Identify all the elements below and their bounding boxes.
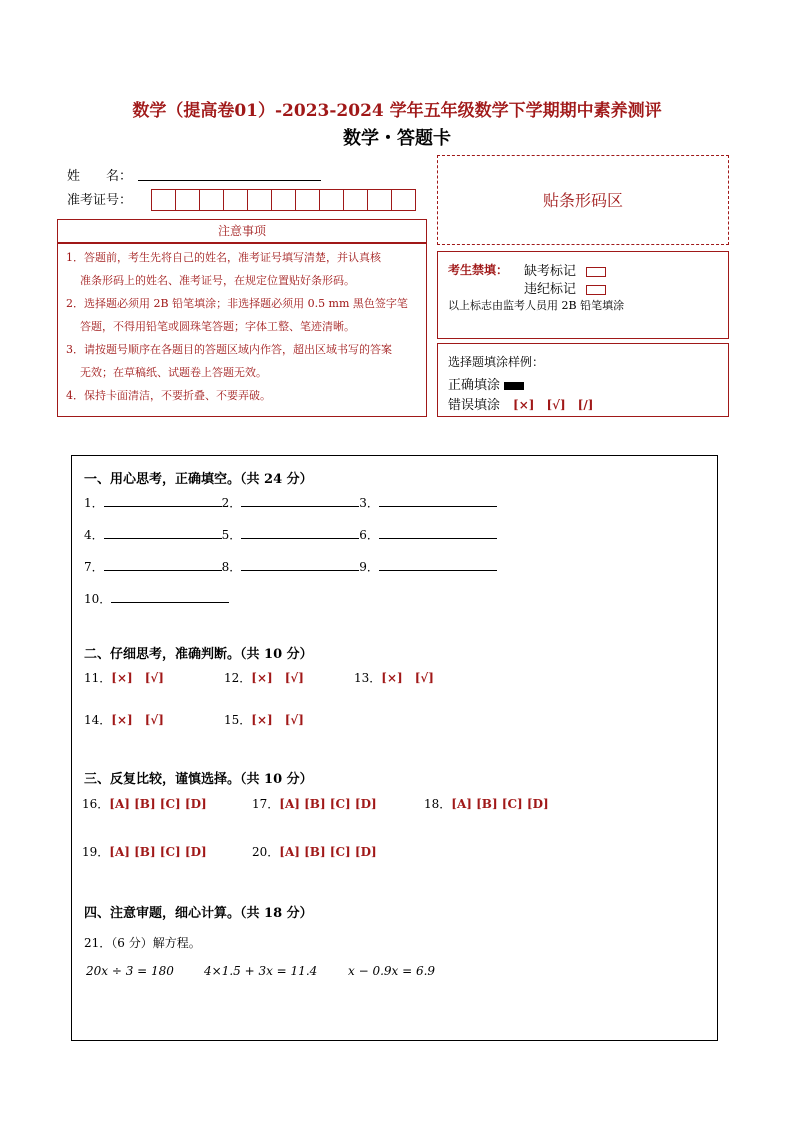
section-1-title: 一、用心思考，正确填空。（共 24 分） xyxy=(84,472,313,487)
choice-16[interactable]: 16．[A] [B] [C] [D] xyxy=(82,797,207,811)
violation-row xyxy=(524,278,606,297)
choice-20[interactable]: 20．[A] [B] [C] [D] xyxy=(252,845,377,859)
fill-row-4: 10． xyxy=(84,590,229,607)
note-2a: 2．选择题必须用 2B 铅笔填涂；非选择题必须用 0.5 mm 黑色签字笔 xyxy=(66,297,408,310)
blank-7[interactable] xyxy=(104,558,222,571)
absent-mark[interactable] xyxy=(586,267,606,277)
fill-example-title: 选择题填涂样例： xyxy=(448,355,545,369)
page-subtitle: 数学・答题卡 xyxy=(343,128,451,149)
judge-14[interactable]: 14．[×] [√] xyxy=(84,713,164,727)
note-2b: 答题，不得用铅笔或圆珠笔答题；字体工整、笔迹清晰。 xyxy=(80,320,355,333)
section-4-title: 四、注意审题，细心计算。（共 18 分） xyxy=(84,906,313,921)
page-title: 数学（提高卷01）-2023-2024 学年五年级数学下学期期中素养测评 xyxy=(132,101,662,121)
blank-4[interactable] xyxy=(104,526,222,539)
absent-label: 缺考标记 xyxy=(524,264,577,279)
choice-19[interactable]: 19．[A] [B] [C] [D] xyxy=(82,845,207,859)
forbidden-title: 考生禁填： xyxy=(448,263,509,277)
notes-title: 注意事项 xyxy=(217,224,266,238)
wrong-row xyxy=(448,394,593,413)
judge-11[interactable]: 11．[×] [√] xyxy=(84,671,164,685)
wrong-marks: [×] [√] [/] xyxy=(513,398,594,412)
judge-15[interactable]: 15．[×] [√] xyxy=(224,713,304,727)
note-3b: 无效；在草稿纸、试题卷上答题无效。 xyxy=(80,366,267,379)
note-3a: 3．请按题号顺序在各题目的答题区域内作答，超出区域书写的答案 xyxy=(66,343,392,356)
judge-13[interactable]: 13．[×] [√] xyxy=(354,671,434,685)
blank-5[interactable] xyxy=(241,526,359,539)
barcode-label: 贴条形码区 xyxy=(542,191,623,210)
notes-header xyxy=(57,219,427,243)
note-1a: 1．答题前，考生先将自己的姓名，准考证号填写清楚，并认真核 xyxy=(66,251,381,264)
equation-3: x − 0.9x = 6.9 xyxy=(348,964,436,978)
violation-label: 违纪标记 xyxy=(524,282,577,297)
barcode-area xyxy=(437,155,729,245)
fill-row-3: 7． 8． 9． xyxy=(84,558,497,575)
name-field[interactable] xyxy=(138,180,321,181)
choice-17[interactable]: 17．[A] [B] [C] [D] xyxy=(252,797,377,811)
choice-18[interactable]: 18．[A] [B] [C] [D] xyxy=(424,797,549,811)
notes-body xyxy=(57,243,427,417)
correct-mark xyxy=(504,382,524,390)
id-boxes[interactable] xyxy=(152,189,416,211)
blank-9[interactable] xyxy=(379,558,497,571)
blank-2[interactable] xyxy=(241,494,359,507)
judge-12[interactable]: 12．[×] [√] xyxy=(224,671,304,685)
equation-2: 4×1.5 + 3x = 11.4 xyxy=(204,964,318,978)
name-label: 姓 名： xyxy=(67,169,133,184)
blank-1[interactable] xyxy=(104,494,222,507)
wrong-label: 错误填涂 xyxy=(448,398,501,413)
blank-10[interactable] xyxy=(111,590,229,603)
fill-row-2: 4． 5． 6． xyxy=(84,526,497,543)
forbidden-note: 以上标志由监考人员用 2B 铅笔填涂 xyxy=(448,299,625,312)
equation-1: 20x ÷ 3 = 180 xyxy=(86,964,174,978)
note-4: 4．保持卡面清洁，不要折叠、不要弄破。 xyxy=(66,389,271,402)
fill-example-box xyxy=(437,343,729,417)
section-3-title: 三、反复比较，谨慎选择。（共 10 分） xyxy=(84,772,313,787)
fill-row-1: 1． 2． 3． xyxy=(84,494,497,511)
blank-6[interactable] xyxy=(379,526,497,539)
blank-8[interactable] xyxy=(241,558,359,571)
correct-label: 正确填涂 xyxy=(448,378,501,393)
id-label: 准考证号： xyxy=(67,193,133,208)
section-2-title: 二、仔细思考，准确判断。（共 10 分） xyxy=(84,647,313,662)
question-21: 21．（6 分）解方程。 xyxy=(84,936,201,950)
note-1b: 准条形码上的姓名、准考证号，在规定位置贴好条形码。 xyxy=(80,274,355,287)
answer-area xyxy=(71,455,718,1041)
forbidden-box xyxy=(437,251,729,339)
violation-mark[interactable] xyxy=(586,285,606,295)
blank-3[interactable] xyxy=(379,494,497,507)
correct-row xyxy=(448,374,524,393)
absent-row xyxy=(524,260,606,279)
